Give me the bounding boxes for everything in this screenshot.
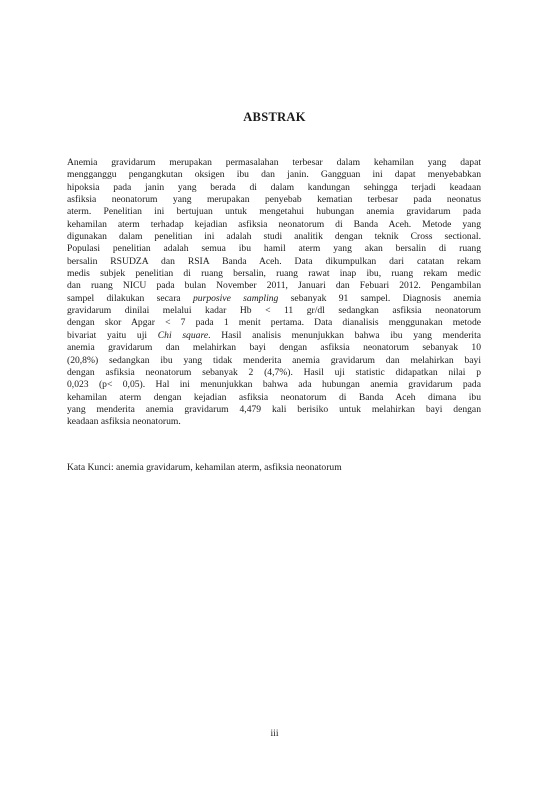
abstract-line: (20,8%) sedangkan ibu yang tidak menderita anemia gravidarum dan melahirkan bayi <box>67 354 481 366</box>
abstract-text: . Hasil analisis menunjukkan bahwa ibu yang menderita <box>208 329 482 341</box>
abstract-line: mengganggu pengangkutan oksigen ibu dan janin. Gangguan ini dapat menyebabkan <box>67 169 481 181</box>
abstract-text: sampel dilakukan secara <box>67 292 193 304</box>
abstract-line: hipoksia pada janin yang berada di dalam kandungan sehingga terjadi keadaan <box>67 181 481 193</box>
abstract-italic-term: purposive sampling <box>193 292 279 304</box>
abstract-text: sebanyak 91 sampel. Diagnosis anemia <box>278 292 481 304</box>
page-number: iii <box>270 728 279 739</box>
abstract-line: kehamilan aterm terhadap kejadian asfiksia neonatorum di Banda Aceh. Metode yang <box>67 218 481 230</box>
abstract-line: dengan asfiksia neonatorum sebanyak 2 (4,7%). Hasil uji statistic didapatkan nilai p <box>67 366 481 378</box>
abstract-line: medis subjek penelitian di ruang bersalin, ruang rawat inap ibu, ruang rekam medic <box>67 268 481 280</box>
abstract-line <box>67 293 481 305</box>
abstract-line: yang menderita anemia gravidarum 4,479 kali berisiko untuk melahirkan bayi dengan <box>67 403 481 415</box>
abstract-line: Populasi penelitian adalah semua ibu hamil aterm yang akan bersalin di ruang <box>67 243 481 255</box>
abstract-line: asfiksia neonatorum yang merupakan penyebab kematian terbesar pada neonatus <box>67 194 481 206</box>
abstract-line: bersalin RSUDZA dan RSIA Banda Aceh. Data dikumpulkan dari catatan rekam <box>67 255 481 267</box>
abstract-italic-term: Chi square <box>157 329 209 341</box>
keywords: Kata Kunci: anemia gravidarum, kehamilan aterm, asfiksia neonatorum <box>67 462 342 473</box>
abstract-line <box>67 330 481 342</box>
abstract-body <box>67 157 481 429</box>
abstract-line: gravidarum dinilai melalui kadar Hb < 11 gr/dl sedangkan asfiksia neonatorum <box>67 305 481 317</box>
abstract-line: anemia gravidarum dan melahirkan bayi dengan asfiksia neonatorum sebanyak 10 <box>67 342 481 354</box>
abstract-title: ABSTRAK <box>243 110 306 124</box>
abstract-line: dan ruang NICU pada bulan November 2011, Januari dan Febuari 2012. Pengambilan <box>67 280 481 292</box>
abstract-line: aterm. Penelitian ini bertujuan untuk mengetahui hubungan anemia gravidarum pada <box>67 206 481 218</box>
abstract-line: 0,023 (p< 0,05). Hal ini menunjukkan bahwa ada hubungan anemia gravidarum pada <box>67 379 481 391</box>
abstract-line: Anemia gravidarum merupakan permasalahan terbesar dalam kehamilan yang dapat <box>67 157 481 168</box>
abstract-line: dengan skor Apgar < 7 pada 1 menit pertama. Data dianalisis menggunakan metode <box>67 317 481 329</box>
abstract-line: keadaan asfiksia neonatorum. <box>67 416 181 428</box>
abstract-text: bivariat yaitu uji <box>67 329 158 341</box>
abstract-line: kehamilan aterm dengan kejadian asfiksia neonatorum di Banda Aceh dimana ibu <box>67 391 481 403</box>
abstract-line: digunakan dalam penelitian ini adalah studi analitik dengan teknik Cross sectional. <box>67 231 481 243</box>
